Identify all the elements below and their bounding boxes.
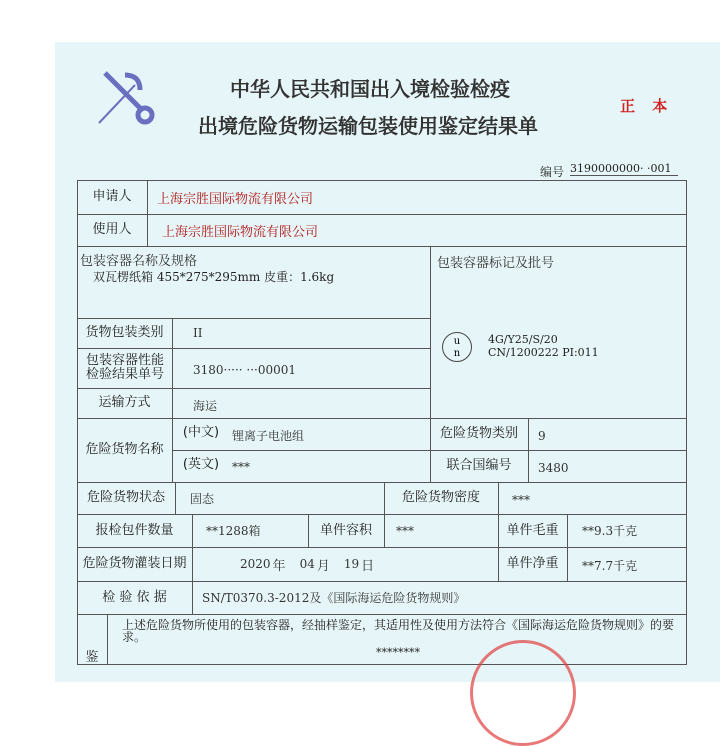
qty-value: **1288箱 [206,524,261,538]
basis-label: 检 验 依 据 [102,589,167,605]
perf-value: 3180····· ···00001 [193,363,297,377]
density-label: 危险货物密度 [401,490,480,505]
volume-label: 单件容积 [319,522,372,538]
perf-label: 包装容器性能检验结果单号 [85,353,164,382]
qty-label: 报检包件数量 [95,522,174,538]
applicant-value: 上海宗胜国际物流有限公司 [157,191,314,207]
un-number-value: 3480 [538,461,569,475]
pack-group-value: II [193,326,203,340]
applicant-label: 申请人 [92,189,132,204]
ciq-logo-icon [95,65,160,130]
un-mark-icon: u n [442,332,472,362]
official-seal [470,640,576,746]
user-value: 上海宗胜国际物流有限公司 [162,224,319,240]
marking-line-1: 4G/Y25/S/20 [488,333,558,346]
pack-group-label: 货物包装类别 [85,325,164,340]
basis-value: SN/T0370.3-2012及《国际海运危险货物规则》 [202,591,466,605]
goods-name-label: 危险货物名称 [85,442,164,457]
cn-label: (中文) [182,425,220,440]
title-line-1: 中华人民共和国出入境检验检疫 [230,77,510,101]
state-label: 危险货物状态 [86,490,165,505]
cn-name: 锂离子电池组 [232,428,305,443]
year: 2020 [240,557,271,571]
result-stars: ******** [376,646,420,659]
year-unit: 年 [272,558,286,574]
class-label: 危险货物类别 [439,426,518,441]
state-value: 固态 [190,491,215,506]
user-label: 使用人 [92,222,132,237]
original-mark: 正 本 [620,97,674,115]
transport-label: 运输方式 [98,395,151,410]
marking-line-2: CN/1200222 PI:011 [488,346,599,359]
net-value: **7.7千克 [582,558,638,573]
day-unit: 日 [361,558,375,574]
fill-date [230,547,374,581]
month: 04 [299,557,315,571]
result-text: 上述危险货物所使用的包装容器，经抽样鉴定，其适用性及使用方法符合《国际海运危险货物规则》的要求。 [122,618,675,644]
number-value: 3190000000· ·001 [570,162,678,176]
en-label: (英文) [182,457,220,472]
number-label: 编号 [540,165,565,179]
result-side-label: 鉴 [85,649,99,665]
en-name: *** [232,460,250,474]
container-label: 包装容器名称及规格 [80,254,198,269]
gross-value: **9.3千克 [582,524,638,538]
un-number-label: 联合国编号 [446,458,512,473]
net-label: 单件净重 [506,556,559,571]
gross-label: 单件毛重 [506,522,559,538]
transport-value: 海运 [193,398,218,413]
fill-date-label: 危险货物灌装日期 [82,556,187,571]
class-value: 9 [538,429,546,443]
marking-label: 包装容器标记及批号 [437,256,555,271]
month-unit: 月 [316,558,330,574]
title-line-2: 出境危险货物运输包装使用鉴定结果单 [198,114,538,138]
container-value: 双瓦楞纸箱 455*275*295mm 皮重：1.6kg [93,270,335,284]
density-value: *** [512,493,530,507]
volume-value: *** [396,523,414,538]
day: 19 [343,557,360,571]
